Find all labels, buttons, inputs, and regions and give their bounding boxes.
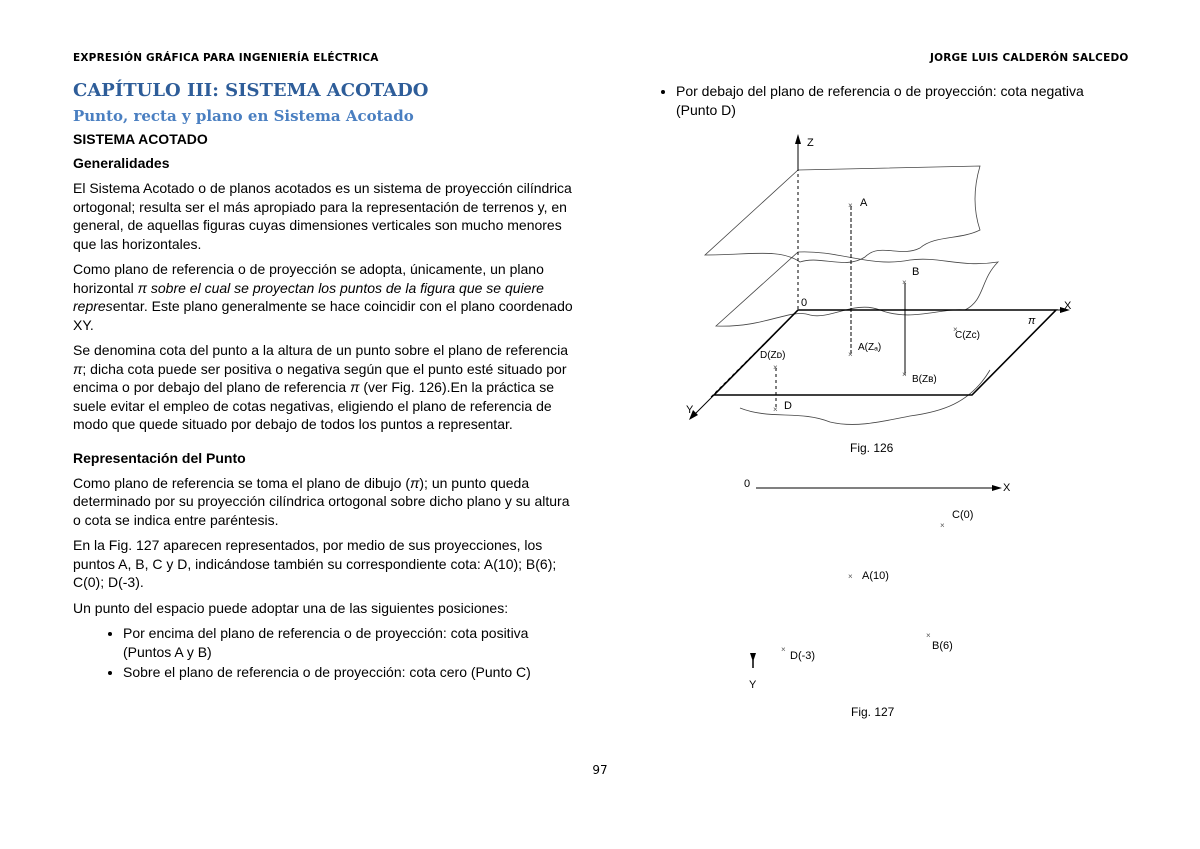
position-list: [73, 624, 578, 682]
header-right: JORGE LUIS CALDERÓN SALCEDO: [930, 52, 1129, 64]
svg-text:×: ×: [902, 370, 907, 379]
subsection-title: SISTEMA ACOTADO: [73, 131, 208, 147]
point-b-label: B: [912, 266, 920, 278]
lower-plane: [740, 370, 990, 424]
generalidades-paragraph-3: Se denomina cota del punto a la altura de un punto sobre el plano de referencia π; dicha cota puede ser positiva o negativa según que el punto esté situado por encima o por debajo del plano de referencia π (ver Fig. 126).En la práctica se suele evitar el empleo de cotas negativas, eligiendo el plano de referencia de modo que quede situado por debajo de todos los puntos a representar.: [73, 342, 569, 432]
point-d-label: D: [784, 400, 792, 412]
svg-text:×: ×: [773, 363, 778, 372]
left-column: [73, 80, 578, 684]
representacion-heading: Representación del Punto: [73, 449, 246, 466]
point-a-projection-label: A(Zₐ): [858, 342, 882, 353]
pi-symbol: π: [350, 379, 360, 395]
generalidades-paragraph-2: Como plano de referencia o de proyección se adopta, únicamente, un plano horizontal π sobre el cual se proyectan los puntos de la figura que se quiere representar. Este plano generalmente se hace coincidir con el plano coordenado XY.: [73, 261, 573, 333]
point-b-marker: ×: [926, 631, 931, 640]
point-d-projection-label: D(Zᴅ): [760, 350, 786, 361]
generalidades-paragraph-1: El Sistema Acotado o de planos acotados es un sistema de proyección cilíndrica ortogonal; resulta ser el más apropiado para la representación de terrenos y, en general, de aquellas figuras cuyas dimensiones verticales son mucho menores que las horizontales.: [73, 180, 572, 252]
z-label: Z: [807, 137, 814, 149]
point-a-label: A(10): [862, 570, 889, 582]
svg-text:×: ×: [848, 201, 853, 210]
point-c-label: C(0): [952, 509, 974, 521]
x-arrow: [992, 485, 1002, 491]
pi-symbol: π: [137, 279, 147, 296]
pi-label: π: [1028, 315, 1036, 327]
chapter-title: CAPÍTULO III: SISTEMA ACOTADO: [73, 80, 429, 101]
figure-127-caption: Fig. 127: [851, 705, 895, 719]
point-a-label: A: [860, 197, 868, 209]
point-c-marker: ×: [940, 521, 945, 530]
figure-126: [680, 130, 1100, 460]
list-item: • Por debajo del plano de referencia o de proyección: cota negativa (Punto D): [676, 82, 1121, 119]
point-b-projection-label: B(Zв): [912, 374, 937, 385]
svg-text:×: ×: [902, 278, 907, 287]
page-number: 97: [592, 763, 608, 777]
position-list-continued: [651, 82, 1121, 119]
point-a-marker: ×: [848, 572, 853, 581]
middle-plane: [716, 252, 998, 326]
x-axis-label-126: X: [1064, 300, 1072, 312]
point-d-label: D(-3): [790, 650, 816, 662]
origin-label: 0: [801, 297, 808, 309]
pi-symbol: π: [73, 360, 83, 377]
figure-126-caption: Fig. 126: [850, 441, 894, 455]
representacion-paragraph-3: Un punto del espacio puede adoptar una de las siguientes posiciones:: [73, 599, 509, 616]
z-arrow: [795, 134, 801, 144]
generalidades-heading: Generalidades: [73, 155, 170, 171]
list-item: • Por encima del plano de referencia o de proyección: cota positiva (Puntos A y B): [123, 624, 578, 661]
upper-plane: [705, 166, 980, 263]
right-column: [651, 82, 1121, 121]
y-label: Y: [686, 404, 694, 416]
y-label: Y: [749, 679, 757, 691]
representacion-paragraph-2: En la Fig. 127 aparecen representados, por medio de sus proyecciones, los puntos A, B, C y D, indicándose también su correspondiente cota: A(10); B(6); C(0); D(-3).: [73, 537, 557, 590]
section-title: Punto, recta y plano en Sistema Acotado: [73, 107, 414, 125]
header-left: EXPRESIÓN GRÁFICA PARA INGENIERÍA ELÉCTRICA: [73, 52, 379, 64]
origin-label: 0: [744, 478, 751, 490]
x-label: X: [1003, 482, 1011, 494]
svg-text:×: ×: [848, 350, 853, 359]
representacion-paragraph-1: Como plano de referencia se toma el plano de dibujo (π); un punto queda determinado por su proyección cilíndrica ortogonal sobre dicho plano y su altura o cota se indica entre paréntesis.: [73, 474, 570, 528]
svg-text:×: ×: [773, 405, 778, 414]
point-c-projection-label: C(Zc): [955, 330, 980, 341]
svg-text:×: ×: [953, 325, 958, 334]
point-d-marker: ×: [781, 645, 786, 654]
list-item: • Sobre el plano de referencia o de proyección: cota cero (Punto C): [123, 663, 578, 682]
pi-symbol: π: [409, 474, 420, 491]
point-b-label: B(6): [932, 640, 953, 652]
figure-127: [740, 472, 1040, 722]
